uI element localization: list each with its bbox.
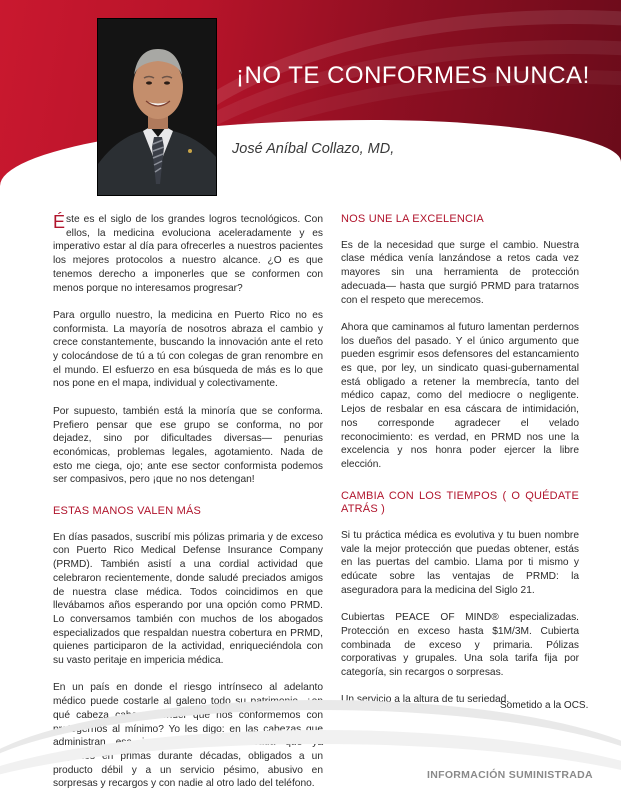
paragraph: Para orgullo nuestro, la medicina en Puerto Rico no es conformista. La mayoría de nosotros abraza el cambio y crece constantemente, buscando la innovación ante el reto y colocándose de tú a tú con colegas de gran renombre en el mundo. El esfuerzo en esa búsqueda de más es lo que nos pone en el mapa, individual y colectivamente. [53,309,323,390]
section-heading: ESTAS MANOS VALEN MÁS [53,505,202,518]
paragraph: En días pasados, suscribí mis pólizas primaria y de exceso con Puerto Rico Medical Defense Insurance Company (PRMD). También asistí a una cordial actividad que celebraron recientemente, donde saludé preciados amigos de nuestra clase médica. Todos coincidimos en que llevábamos años esperando por una opción como PRMD. Lo conversamos también con muchos de los abogados especializados que respaldan nuestra cobertura en PRMD, quienes participaron de la actividad, enriqueciéndola con su vasto peritaje en impericia médica. [53,531,323,667]
paragraph: Si tu práctica médica es evolutiva y tu buen nombre vale la mejor protección que puedas obtener, estás en las puertas del cambio. Llama por ti mismo y edúcate sobre las ventajas de PRMD: la aseguradora para la medicina del Siglo 21. [341,530,579,596]
portrait-image [98,19,217,196]
submitted-note: Sometido a la OCS. [500,700,589,711]
paragraph: Un servicio a la altura de tu seriedad. [341,694,510,706]
page-title: ¡NO TE CONFORMES NUNCA! [236,62,590,89]
footer-label: INFORMACIÓN SUMINISTRADA [427,769,593,781]
drop-cap: É [53,212,66,232]
paragraph [53,213,323,295]
paragraph: Ahora que caminamos al futuro lamentan perdernos los dueños del pasado. Y el único argumento que pueden esgrimir esos defensores del estancamiento es que, por ley, un sindicato quasi-gubernamental está obligado a retener la membrecía, tanto del médico capaz, como del mediocre o negligente. Lejos de resbalar en esa cáscara de intimidación, nos corresponde agradecer el velado reconocimiento: es verdad, en PRMD nos une la excelencia y nos honra poder ejercer la libre elección. [341,321,579,470]
paragraph: Cubiertas PEACE OF MIND® especializadas. Protección en exceso hasta $1M/3M. Cubierta combinada de exceso y primaria. Pólizas corporativas y grupales. Una sola tarifa fija por categoría, sin recargos o sorpresas. [341,612,579,679]
paragraph: Por supuesto, también está la minoría que se conforma. Prefiero pensar que ese grupo se conforma, no por dejadez, sino por dificultades diversas— penurias económicas, problemas legales, agotamiento. Nada de esto me ciega, ojo; ante ese sector conformista podemos ser compasivos, pero ¡que no nos detengan! [53,405,323,486]
section-heading: CAMBIA CON LOS TIEMPOS ( O QUÉDATE ATRÁS ) [341,489,579,516]
paragraph-text: ste es el siglo de los grandes logros tecnológicos. Con ellos, la medicina evoluciona aceleradamente y es imperativo estar al día para ofrecerles a nuestros pacientes los mejores protocolos a nuestro alcance. ¿O es que tenemos derecho a imponerles que se conformen con menos porque no interesamos progresar? [53,214,323,294]
right-column [341,213,579,721]
author-photo [97,18,217,196]
section-heading: NOS UNE LA EXCELENCIA [341,213,484,225]
author-name: José Aníbal Collazo, MD, [232,141,395,157]
paragraph: En un país en donde el riesgo intrínseco al adelanto médico puede costarle al galeno todo su patrimonio, ¿en qué cabeza cabe pretender que nos conformemos con protegernos al mínimo? Yo les digo: en las cabezas que administran esa inmensa fortuna sindicada que ya pagamos en primas durante décadas, obligados a un producto débil y a un servicio pésimo, abusivo en sorpresas y recargos y con nadie al otro lado del teléfono. [53,682,323,790]
paragraph: Es de la necesidad que surge el cambio. Nuestra clase médica venía lanzándose a retos cada vez mayores sin una herramienta de protección adecuada— hasta que surgió PRMD para tratarnos con el respeto que merecemos. [341,239,579,306]
